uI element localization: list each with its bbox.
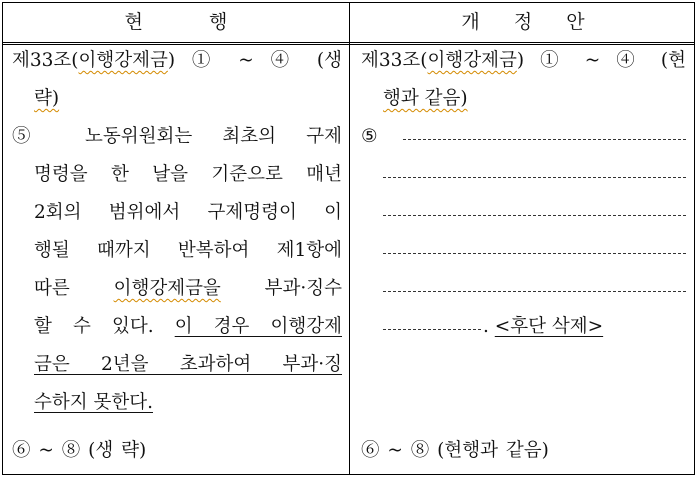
current-para5-line: 따른 이행강제금을 부과·징수 bbox=[34, 278, 343, 299]
deleted-clause: 수하지 못한다. bbox=[34, 392, 153, 413]
current-para5-line: ⑤ 노동위원회는 최초의 구제 bbox=[12, 126, 342, 147]
header-current: 현 행 bbox=[124, 11, 228, 33]
current-omit-tail: 략) bbox=[34, 88, 60, 109]
column-divider bbox=[349, 3, 350, 474]
current-para5-line: 행될 때까지 반복하여 제1항에 bbox=[34, 240, 342, 261]
amended-para6-8: ⑥ ~ ⑧ (현행과 같음) bbox=[361, 440, 549, 461]
unchanged-dash-line bbox=[383, 177, 686, 178]
unchanged-dash-line bbox=[383, 215, 686, 216]
header-divider bbox=[3, 42, 694, 45]
amended-article-title: 제33조(이행강제금) ① ~ ④ (현 bbox=[361, 50, 686, 71]
header-amended: 개 정 안 bbox=[461, 11, 585, 33]
keyword-penalty: 이행강제금 bbox=[78, 50, 168, 71]
comparison-table bbox=[2, 2, 695, 475]
deleted-clause: 금은 2년을 초과하여 부과·징 bbox=[34, 354, 342, 375]
unchanged-dash-line bbox=[383, 329, 481, 330]
current-para5-line: 할 수 있다. 이 경우 이행강제 bbox=[34, 316, 342, 337]
amended-para5-mark: ⑤ bbox=[361, 126, 378, 147]
deletion-note: . <후단 삭제> bbox=[483, 316, 604, 337]
amended-same-tail: 행과 같음) bbox=[383, 88, 468, 109]
current-article-title: 제33조(이행강제금) ① ~ ④ (생 bbox=[12, 50, 342, 71]
unchanged-dash-line bbox=[403, 139, 686, 140]
unchanged-dash-line bbox=[383, 253, 686, 254]
current-para5-line: 2회의 범위에서 구제명령이 이 bbox=[34, 202, 342, 223]
current-para6-8: ⑥ ~ ⑧ (생 략) bbox=[12, 440, 147, 461]
deleted-clause: 이 경우 이행강제 bbox=[174, 316, 342, 337]
current-para5-line: 명령을 한 날을 기준으로 매년 bbox=[34, 164, 342, 185]
unchanged-dash-line bbox=[383, 291, 686, 292]
